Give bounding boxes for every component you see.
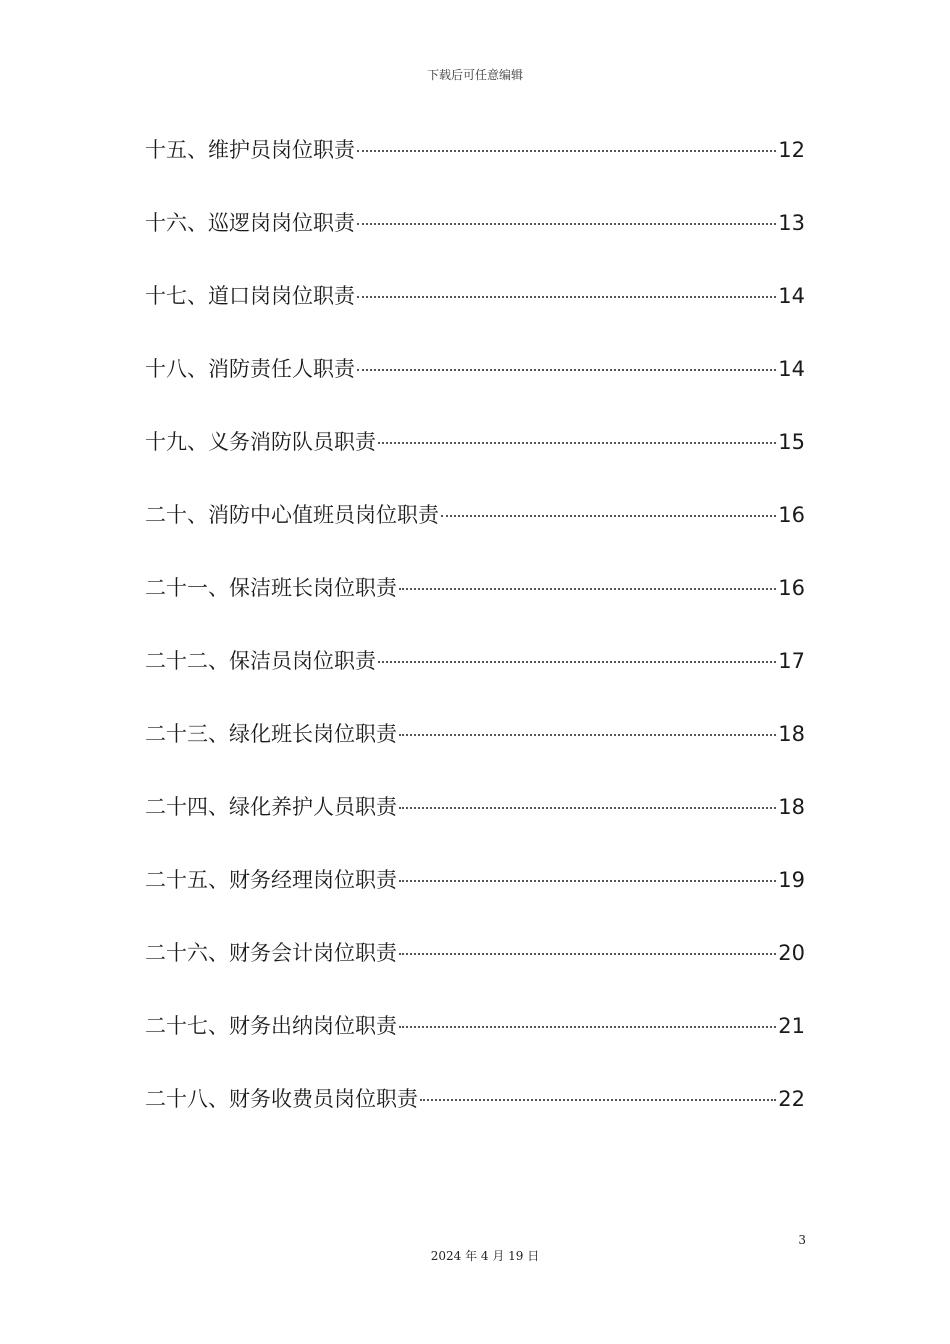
toc-entry-page: 19 bbox=[778, 868, 805, 892]
toc-entry-title: 二十三、绿化班长岗位职责 bbox=[145, 722, 397, 746]
toc-dot-leader bbox=[378, 442, 776, 444]
toc-dot-leader bbox=[357, 296, 776, 298]
toc-entry-title: 十九、义务消防队员职责 bbox=[145, 430, 376, 454]
toc-entry[interactable] bbox=[145, 493, 805, 566]
toc-entry-page: 21 bbox=[778, 1014, 805, 1038]
toc-entry-title: 二十二、保洁员岗位职责 bbox=[145, 649, 376, 673]
toc-dot-leader bbox=[399, 953, 776, 955]
toc-entry[interactable] bbox=[145, 347, 805, 420]
toc-dot-leader bbox=[399, 734, 776, 736]
toc-entry-title: 二十四、绿化养护人员职责 bbox=[145, 795, 397, 819]
toc-entry-page: 12 bbox=[778, 138, 805, 162]
toc-entry-page: 16 bbox=[778, 503, 805, 527]
toc-entry-title: 二十八、财务收费员岗位职责 bbox=[145, 1087, 418, 1111]
toc-entry[interactable] bbox=[145, 128, 805, 201]
page-number: 3 bbox=[798, 1233, 806, 1247]
toc-dot-leader bbox=[357, 369, 776, 371]
toc-entry[interactable] bbox=[145, 1004, 805, 1077]
table-of-contents bbox=[145, 128, 805, 1150]
toc-entry-title: 二十六、财务会计岗位职责 bbox=[145, 941, 397, 965]
toc-entry-page: 22 bbox=[778, 1087, 805, 1111]
toc-dot-leader bbox=[399, 588, 776, 590]
toc-entry-page: 18 bbox=[778, 795, 805, 819]
toc-entry[interactable] bbox=[145, 1077, 805, 1150]
toc-entry-page: 14 bbox=[778, 284, 805, 308]
toc-entry-page: 20 bbox=[778, 941, 805, 965]
toc-entry-page: 18 bbox=[778, 722, 805, 746]
toc-entry[interactable] bbox=[145, 201, 805, 274]
toc-entry-title: 十七、道口岗岗位职责 bbox=[145, 284, 355, 308]
toc-dot-leader bbox=[441, 515, 776, 517]
toc-entry-title: 二十一、保洁班长岗位职责 bbox=[145, 576, 397, 600]
toc-dot-leader bbox=[357, 150, 776, 152]
toc-dot-leader bbox=[420, 1099, 776, 1101]
toc-entry-title: 二十、消防中心值班员岗位职责 bbox=[145, 503, 439, 527]
toc-entry-page: 17 bbox=[778, 649, 805, 673]
header-note: 下载后可任意编辑 bbox=[426, 68, 523, 82]
toc-entry[interactable] bbox=[145, 785, 805, 858]
toc-entry-page: 14 bbox=[778, 357, 805, 381]
toc-entry[interactable] bbox=[145, 566, 805, 639]
toc-entry[interactable] bbox=[145, 274, 805, 347]
toc-entry-page: 13 bbox=[778, 211, 805, 235]
toc-dot-leader bbox=[378, 661, 776, 663]
toc-entry[interactable] bbox=[145, 858, 805, 931]
toc-dot-leader bbox=[357, 223, 776, 225]
toc-entry-title: 二十五、财务经理岗位职责 bbox=[145, 868, 397, 892]
toc-entry-title: 二十七、财务出纳岗位职责 bbox=[145, 1014, 397, 1038]
toc-entry-title: 十六、巡逻岗岗位职责 bbox=[145, 211, 355, 235]
toc-entry[interactable] bbox=[145, 712, 805, 785]
toc-entry[interactable] bbox=[145, 931, 805, 1004]
toc-entry-page: 16 bbox=[778, 576, 805, 600]
toc-entry-title: 十八、消防责任人职责 bbox=[145, 357, 355, 381]
toc-entry[interactable] bbox=[145, 639, 805, 712]
toc-entry-page: 15 bbox=[778, 430, 805, 454]
toc-entry[interactable] bbox=[145, 420, 805, 493]
toc-dot-leader bbox=[399, 1026, 776, 1028]
toc-dot-leader bbox=[399, 880, 776, 882]
toc-dot-leader bbox=[399, 807, 776, 809]
toc-entry-title: 十五、维护员岗位职责 bbox=[145, 138, 355, 162]
footer-date: 2024 年 4 月 19 日 bbox=[430, 1249, 540, 1263]
